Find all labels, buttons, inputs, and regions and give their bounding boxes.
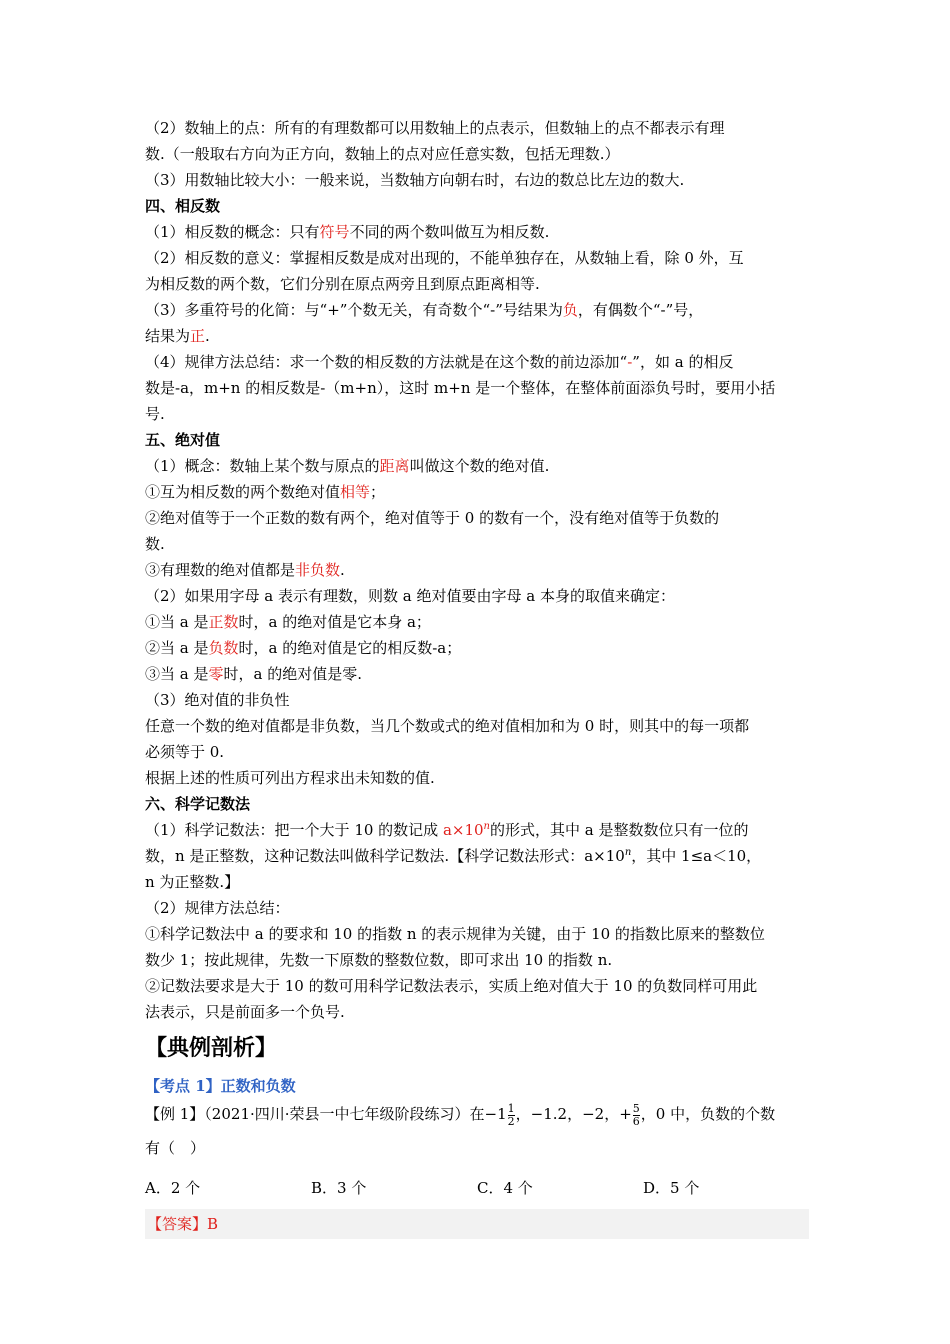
text-line: 号. <box>145 405 165 423</box>
text-line: n 为正整数.】 <box>145 873 240 891</box>
highlight: - <box>627 353 633 371</box>
text-line: 必须等于 0. <box>145 743 225 761</box>
text-line: （1）科学记数法：把一个大于 10 的数记成 $a\times 10^n$的形式，其中 a 是整数数位只有一位的 <box>145 821 749 839</box>
heading-scientific-notation: 六、科学记数法 <box>145 795 251 813</box>
text-line: 结果为正. <box>145 327 210 345</box>
text-line: ②记数法要求是大于 10 的数可用科学记数法表示，实质上绝对值大于 10 的负数同样可用此 <box>145 977 758 995</box>
choice-list <box>145 1175 809 1201</box>
text-line: ②绝对值等于一个正数的数有两个，绝对值等于 0 的数有一个，没有绝对值等于负数的 <box>145 509 720 527</box>
text-line: （4）规律方法总结：求一个数的相反数的方法就是在这个数的前边添加“-”，如 a 的相反 <box>145 353 734 371</box>
text-line: （1）概念：数轴上某个数与原点的距离叫做这个数的绝对值. <box>145 457 550 475</box>
choice-d[interactable]: D．5 个 <box>643 1179 700 1197</box>
text-line: 数. <box>145 535 165 553</box>
text-line: 数少 1；按此规律，先数一下原数的整数位数，即可求出 10 的指数 n. <box>145 951 613 969</box>
text-line: （3）用数轴比较大小：一般来说，当数轴方向朝右时，右边的数总比左边的数大. <box>145 171 685 189</box>
text-line: （3）绝对值的非负性 <box>145 691 290 709</box>
text-line: 为相反数的两个数，它们分别在原点两旁且到原点距离相等. <box>145 275 540 293</box>
highlight: 负 <box>562 301 578 319</box>
highlight: 负数 <box>208 639 239 657</box>
text-line: 法表示，只是前面多一个负号. <box>145 1003 345 1021</box>
text-line: 根据上述的性质可列出方程求出未知数的值. <box>145 769 435 787</box>
text-line: （3）多重符号的化简：与“+”个数无关，有奇数个“-”号结果为负，有偶数个“-”号， <box>145 301 704 319</box>
highlight: 非负数 <box>295 561 341 579</box>
highlight: 正数 <box>208 613 239 631</box>
choice-a[interactable]: A．2 个 <box>145 1179 201 1197</box>
answer-value: B <box>207 1215 219 1233</box>
text-line: ①科学记数法中 a 的要求和 10 的指数 n 的表示规律为关键，由于 10 的指数比原来的整数位 <box>145 925 765 943</box>
example-question-line2: 有（ ） <box>145 1139 206 1157</box>
text-line: ③有理数的绝对值都是非负数. <box>145 561 345 579</box>
highlight: 距离 <box>379 457 410 475</box>
text-line: ②当 a 是负数时，a 的绝对值是它的相反数-a； <box>145 639 462 657</box>
highlight: 符号 <box>319 223 350 241</box>
text-line: 数.（一般取右方向为正方向，数轴上的点对应任意实数，包括无理数.） <box>145 145 620 163</box>
example-question: 【例 1】（2021·四川·荣县一中七年级阶段练习）在−1 $\frac{1}{2}$ ，−1.2，−2，+ $\frac{5}{6}$ ，0 中，负数的个数 <box>145 1101 776 1128</box>
fraction: $\frac{1}{2}$ <box>507 1101 515 1128</box>
mixed-number-whole: −1 <box>484 1105 507 1123</box>
heading-opposite-numbers: 四、相反数 <box>145 197 221 215</box>
text-line: 数，n 是正整数，这种记数法叫做科学记数法.【科学记数法形式：$a\times 10^n$，其中 1≤a＜10， <box>145 847 762 865</box>
text-line: （2）如果用字母 a 表示有理数，则数 a 绝对值要由字母 a 本身的取值来确定： <box>145 587 675 605</box>
highlight: $a\times 10^n$ <box>442 821 490 839</box>
text-line: （2）规律方法总结： <box>145 899 290 917</box>
text-line: 数是-a，m+n 的相反数是-（m+n），这时 m+n 是一个整体，在整体前面添负号时，要用小括 <box>145 379 776 397</box>
topic-label: 【考点 1】正数和负数 <box>145 1077 296 1095</box>
text-line: ③当 a 是零时，a 的绝对值是零. <box>145 665 362 683</box>
fraction: $\frac{5}{6}$ <box>632 1101 640 1128</box>
answer-label: 【答案】 <box>147 1215 208 1233</box>
text-line: （1）相反数的概念：只有符号不同的两个数叫做互为相反数. <box>145 223 550 241</box>
choice-c[interactable]: C．4 个 <box>477 1179 533 1197</box>
heading-absolute-value: 五、绝对值 <box>145 431 221 449</box>
text-line: ①当 a 是正数时，a 的绝对值是它本身 a； <box>145 613 431 631</box>
answer-box <box>145 1209 809 1239</box>
highlight: 零 <box>208 665 224 683</box>
text-line: 任意一个数的绝对值都是非负数，当几个数或式的绝对值相加和为 0 时，则其中的每一项都 <box>145 717 750 735</box>
section-title: 【典例剖析】 <box>145 1035 278 1061</box>
highlight: 相等 <box>340 483 371 501</box>
highlight: 正 <box>190 327 206 345</box>
text-line: （2）相反数的意义：掌握相反数是成对出现的，不能单独存在，从数轴上看，除 0 外，互 <box>145 249 744 267</box>
choice-b[interactable]: B．3 个 <box>311 1179 367 1197</box>
text-line: ①互为相反数的两个数绝对值相等； <box>145 483 386 501</box>
text-line: （2）数轴上的点：所有的有理数都可以用数轴上的点表示，但数轴上的点不都表示有理 <box>145 119 725 137</box>
document-page <box>145 115 809 1239</box>
